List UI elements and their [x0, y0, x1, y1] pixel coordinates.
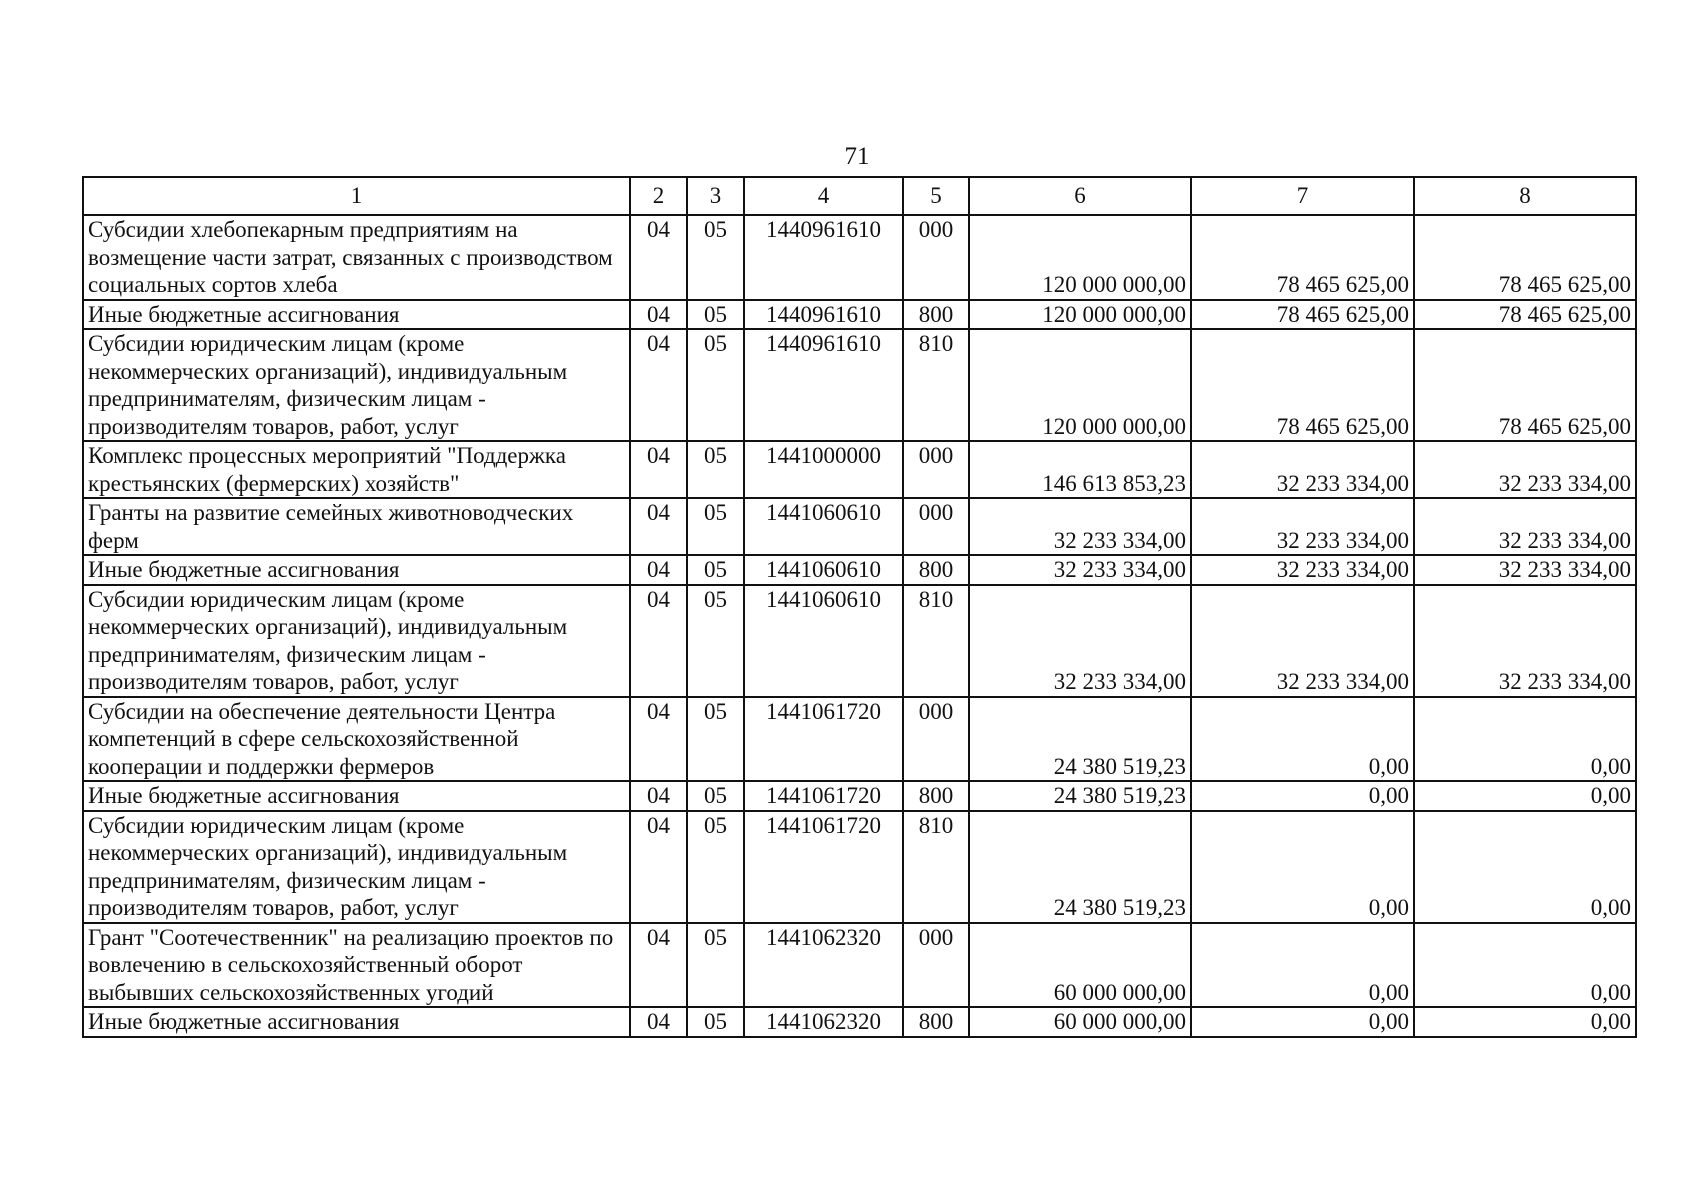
row-amount-7: 0,00 [1191, 697, 1414, 782]
row-subsection-code: 05 [687, 215, 744, 300]
row-amount-6: 24 380 519,23 [969, 781, 1191, 811]
row-expense-type: 800 [903, 1007, 969, 1037]
table-row [83, 585, 1636, 697]
table-row [83, 498, 1636, 555]
table-row [83, 300, 1636, 330]
row-amount-8: 78 465 625,00 [1414, 300, 1636, 330]
row-subsection-code: 05 [687, 781, 744, 811]
row-amount-7: 32 233 334,00 [1191, 585, 1414, 697]
row-amount-6: 32 233 334,00 [969, 585, 1191, 697]
table-row [83, 215, 1636, 300]
row-name: Субсидии юридическим лицам (кроме некоммерческих организаций), индивидуальным предпринимателям, физическим лицам - производителям товаров, работ, услуг [83, 585, 630, 697]
row-name: Гранты на развитие семейных животноводческих ферм [83, 498, 630, 555]
row-section-code: 04 [630, 585, 687, 697]
table-row [83, 1007, 1636, 1037]
row-target-article: 1441061720 [744, 697, 903, 782]
row-section-code: 04 [630, 811, 687, 923]
row-subsection-code: 05 [687, 585, 744, 697]
row-section-code: 04 [630, 555, 687, 585]
row-amount-8: 0,00 [1414, 1007, 1636, 1037]
row-amount-6: 24 380 519,23 [969, 697, 1191, 782]
row-name: Субсидии юридическим лицам (кроме некоммерческих организаций), индивидуальным предпринимателям, физическим лицам - производителям товаров, работ, услуг [83, 329, 630, 441]
column-header-4: 4 [744, 177, 903, 215]
row-name: Комплекс процессных мероприятий "Поддержка крестьянских (фермерских) хозяйств" [83, 441, 630, 498]
column-header-5: 5 [903, 177, 969, 215]
row-amount-8: 32 233 334,00 [1414, 555, 1636, 585]
row-target-article: 1440961610 [744, 300, 903, 330]
row-target-article: 1441060610 [744, 585, 903, 697]
row-target-article: 1440961610 [744, 329, 903, 441]
row-amount-7: 0,00 [1191, 811, 1414, 923]
row-section-code: 04 [630, 498, 687, 555]
row-amount-8: 32 233 334,00 [1414, 441, 1636, 498]
row-amount-6: 120 000 000,00 [969, 300, 1191, 330]
row-subsection-code: 05 [687, 555, 744, 585]
row-target-article: 1441062320 [744, 1007, 903, 1037]
row-subsection-code: 05 [687, 1007, 744, 1037]
row-amount-7: 78 465 625,00 [1191, 215, 1414, 300]
row-amount-8: 32 233 334,00 [1414, 585, 1636, 697]
row-amount-7: 78 465 625,00 [1191, 300, 1414, 330]
row-amount-8: 0,00 [1414, 781, 1636, 811]
row-amount-6: 24 380 519,23 [969, 811, 1191, 923]
row-amount-6: 60 000 000,00 [969, 923, 1191, 1008]
table-row [83, 555, 1636, 585]
row-subsection-code: 05 [687, 498, 744, 555]
row-amount-7: 0,00 [1191, 923, 1414, 1008]
row-amount-8: 0,00 [1414, 923, 1636, 1008]
row-subsection-code: 05 [687, 441, 744, 498]
row-subsection-code: 05 [687, 300, 744, 330]
budget-table [82, 176, 1637, 1038]
row-amount-7: 32 233 334,00 [1191, 498, 1414, 555]
table-header [83, 177, 1636, 215]
row-target-article: 1441060610 [744, 555, 903, 585]
row-amount-7: 32 233 334,00 [1191, 441, 1414, 498]
row-amount-6: 120 000 000,00 [969, 215, 1191, 300]
row-amount-7: 32 233 334,00 [1191, 555, 1414, 585]
row-target-article: 1441061720 [744, 811, 903, 923]
row-expense-type: 810 [903, 329, 969, 441]
column-header-7: 7 [1191, 177, 1414, 215]
row-name: Грант "Соотечественник" на реализацию проектов по вовлечению в сельскохозяйственный оборот выбывших сельскохозяйственных угодий [83, 923, 630, 1008]
row-section-code: 04 [630, 1007, 687, 1037]
row-amount-8: 78 465 625,00 [1414, 329, 1636, 441]
row-expense-type: 800 [903, 555, 969, 585]
row-expense-type: 800 [903, 781, 969, 811]
row-name: Иные бюджетные ассигнования [83, 1007, 630, 1037]
table-row [83, 441, 1636, 498]
row-target-article: 1441062320 [744, 923, 903, 1008]
row-expense-type: 810 [903, 585, 969, 697]
column-header-2: 2 [630, 177, 687, 215]
row-name: Иные бюджетные ассигнования [83, 555, 630, 585]
row-amount-6: 120 000 000,00 [969, 329, 1191, 441]
row-amount-6: 32 233 334,00 [969, 555, 1191, 585]
row-expense-type: 000 [903, 923, 969, 1008]
row-section-code: 04 [630, 923, 687, 1008]
column-header-3: 3 [687, 177, 744, 215]
header-row [83, 177, 1636, 215]
table-body [83, 215, 1636, 1037]
row-target-article: 1441061720 [744, 781, 903, 811]
row-name: Субсидии хлебопекарным предприятиям на возмещение части затрат, связанных с производством социальных сортов хлеба [83, 215, 630, 300]
row-expense-type: 000 [903, 441, 969, 498]
row-amount-8: 0,00 [1414, 811, 1636, 923]
row-expense-type: 800 [903, 300, 969, 330]
row-target-article: 1441060610 [744, 498, 903, 555]
row-expense-type: 000 [903, 498, 969, 555]
row-name: Субсидии на обеспечение деятельности Центра компетенций в сфере сельскохозяйственной кооперации и поддержки фермеров [83, 697, 630, 782]
table-row [83, 923, 1636, 1008]
row-expense-type: 000 [903, 697, 969, 782]
table-row [83, 329, 1636, 441]
row-expense-type: 000 [903, 215, 969, 300]
row-section-code: 04 [630, 329, 687, 441]
column-header-1: 1 [83, 177, 630, 215]
row-subsection-code: 05 [687, 923, 744, 1008]
row-amount-7: 0,00 [1191, 781, 1414, 811]
row-subsection-code: 05 [687, 329, 744, 441]
row-name: Субсидии юридическим лицам (кроме некоммерческих организаций), индивидуальным предпринимателям, физическим лицам - производителям товаров, работ, услуг [83, 811, 630, 923]
row-name: Иные бюджетные ассигнования [83, 781, 630, 811]
row-amount-7: 0,00 [1191, 1007, 1414, 1037]
row-amount-8: 32 233 334,00 [1414, 498, 1636, 555]
row-section-code: 04 [630, 441, 687, 498]
table-row [83, 781, 1636, 811]
row-subsection-code: 05 [687, 811, 744, 923]
column-header-8: 8 [1414, 177, 1636, 215]
row-name: Иные бюджетные ассигнования [83, 300, 630, 330]
row-section-code: 04 [630, 300, 687, 330]
row-amount-8: 0,00 [1414, 697, 1636, 782]
column-header-6: 6 [969, 177, 1191, 215]
row-expense-type: 810 [903, 811, 969, 923]
page-number: 71 [844, 143, 870, 170]
row-amount-6: 146 613 853,23 [969, 441, 1191, 498]
row-amount-8: 78 465 625,00 [1414, 215, 1636, 300]
row-target-article: 1440961610 [744, 215, 903, 300]
row-subsection-code: 05 [687, 697, 744, 782]
row-amount-7: 78 465 625,00 [1191, 329, 1414, 441]
row-section-code: 04 [630, 697, 687, 782]
table-row [83, 697, 1636, 782]
row-amount-6: 32 233 334,00 [969, 498, 1191, 555]
row-section-code: 04 [630, 215, 687, 300]
row-target-article: 1441000000 [744, 441, 903, 498]
table-row [83, 811, 1636, 923]
row-section-code: 04 [630, 781, 687, 811]
row-amount-6: 60 000 000,00 [969, 1007, 1191, 1037]
